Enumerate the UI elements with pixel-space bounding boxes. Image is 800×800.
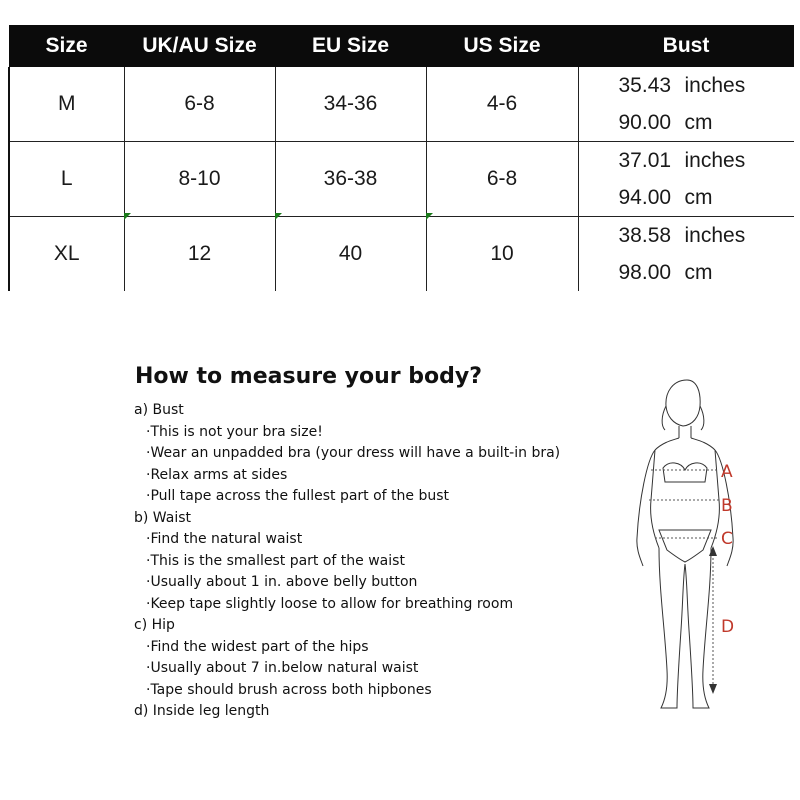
bust-cm: [619, 104, 795, 141]
bust-inches: [619, 142, 795, 179]
cell-eu: 36-38: [275, 142, 426, 217]
bust-inches: [619, 217, 795, 254]
instruction-line: ·Keep tape slightly loose to allow for breathing room: [146, 595, 514, 612]
figure-legs: [659, 548, 711, 708]
arrow-up-icon: [709, 546, 717, 556]
instruction-line: ·Find the widest part of the hips: [146, 638, 369, 655]
table-row: [9, 142, 794, 217]
instruction-line: ·Tape should brush across both hipbones: [146, 681, 432, 698]
cell-size: XL: [9, 217, 124, 292]
instruction-line: ·Find the natural waist: [146, 531, 303, 547]
bust-cm-value: 90.00: [618, 111, 672, 134]
size-chart-table: [8, 25, 794, 291]
cell-marker-decoration: [426, 213, 433, 220]
arrow-down-icon: [709, 684, 717, 694]
guide-title: How to measure your body?: [135, 364, 483, 389]
instruction-line: ·Usually about 1 in. above belly button: [146, 574, 418, 590]
cell-size: M: [9, 67, 124, 142]
figure-neck: [679, 426, 691, 438]
header-eu-size: EU Size: [275, 25, 426, 67]
header-uk-au-size: UK/AU Size: [124, 25, 275, 67]
figure-bra: [663, 463, 707, 482]
instruction-line: ·This is the smallest part of the waist: [146, 552, 405, 569]
table-row: [9, 67, 794, 142]
cell-uk-au: 8-10: [124, 142, 275, 217]
label-d: D: [721, 617, 735, 637]
section-heading-bust: a) Bust: [134, 402, 184, 418]
bust-cm-unit: cm: [684, 261, 713, 284]
section-heading-hip: c) Hip: [134, 617, 175, 633]
bust-inches-unit: inches: [684, 224, 746, 247]
cell-uk-au: 6-8: [124, 67, 275, 142]
table-header-row: [9, 25, 794, 67]
section-heading-waist: b) Waist: [134, 509, 191, 526]
bust-inches-unit: inches: [684, 74, 746, 97]
cell-bust: [578, 142, 794, 217]
bust-cm-unit: cm: [684, 111, 713, 134]
cell-eu: 34-36: [275, 67, 426, 142]
header-bust: Bust: [578, 25, 794, 67]
instruction-line: ·This is not your bra size!: [146, 423, 323, 440]
instruction-line: ·Usually about 7 in.below natural waist: [146, 660, 419, 676]
cell-bust: [578, 67, 794, 142]
cell-uk-au: 12: [124, 217, 275, 292]
figure-arms: [637, 450, 733, 566]
body-measurement-figure: [625, 370, 745, 720]
cell-us: 10: [426, 217, 578, 292]
cell-marker-decoration: [275, 213, 282, 220]
instruction-line: ·Pull tape across the fullest part of the bust: [146, 488, 450, 504]
bust-inches-unit: inches: [684, 149, 746, 172]
cell-us: 6-8: [426, 142, 578, 217]
header-us-size: US Size: [426, 25, 578, 67]
bust-inches: [619, 67, 795, 104]
figure-head: [666, 380, 700, 426]
header-size: Size: [9, 25, 124, 67]
bust-cm-unit: cm: [684, 186, 713, 209]
label-c: C: [721, 529, 733, 549]
cell-marker-decoration: [124, 213, 131, 220]
instruction-line: ·Relax arms at sides: [146, 466, 288, 483]
table-row: [9, 217, 794, 292]
cell-size: L: [9, 142, 124, 217]
cell-bust: [578, 217, 794, 292]
figure-torso: [651, 438, 720, 548]
cell-us: 4-6: [426, 67, 578, 142]
section-heading-inside-leg: d) Inside leg length: [134, 703, 270, 719]
bust-cm: [619, 254, 795, 291]
label-a: A: [721, 462, 733, 482]
bust-cm: [619, 179, 795, 216]
bust-cm-value: 94.00: [618, 186, 672, 209]
bust-inches-value: 35.43: [618, 74, 672, 97]
instruction-line: ·Wear an unpadded bra (your dress will have a built-in bra): [146, 445, 561, 461]
measure-instructions: [134, 400, 614, 723]
bust-inches-value: 37.01: [618, 149, 672, 172]
label-b: B: [721, 496, 733, 516]
cell-eu: 40: [275, 217, 426, 292]
bust-inches-value: 38.58: [618, 224, 672, 247]
bust-cm-value: 98.00: [618, 261, 672, 284]
figure-briefs: [659, 530, 711, 562]
